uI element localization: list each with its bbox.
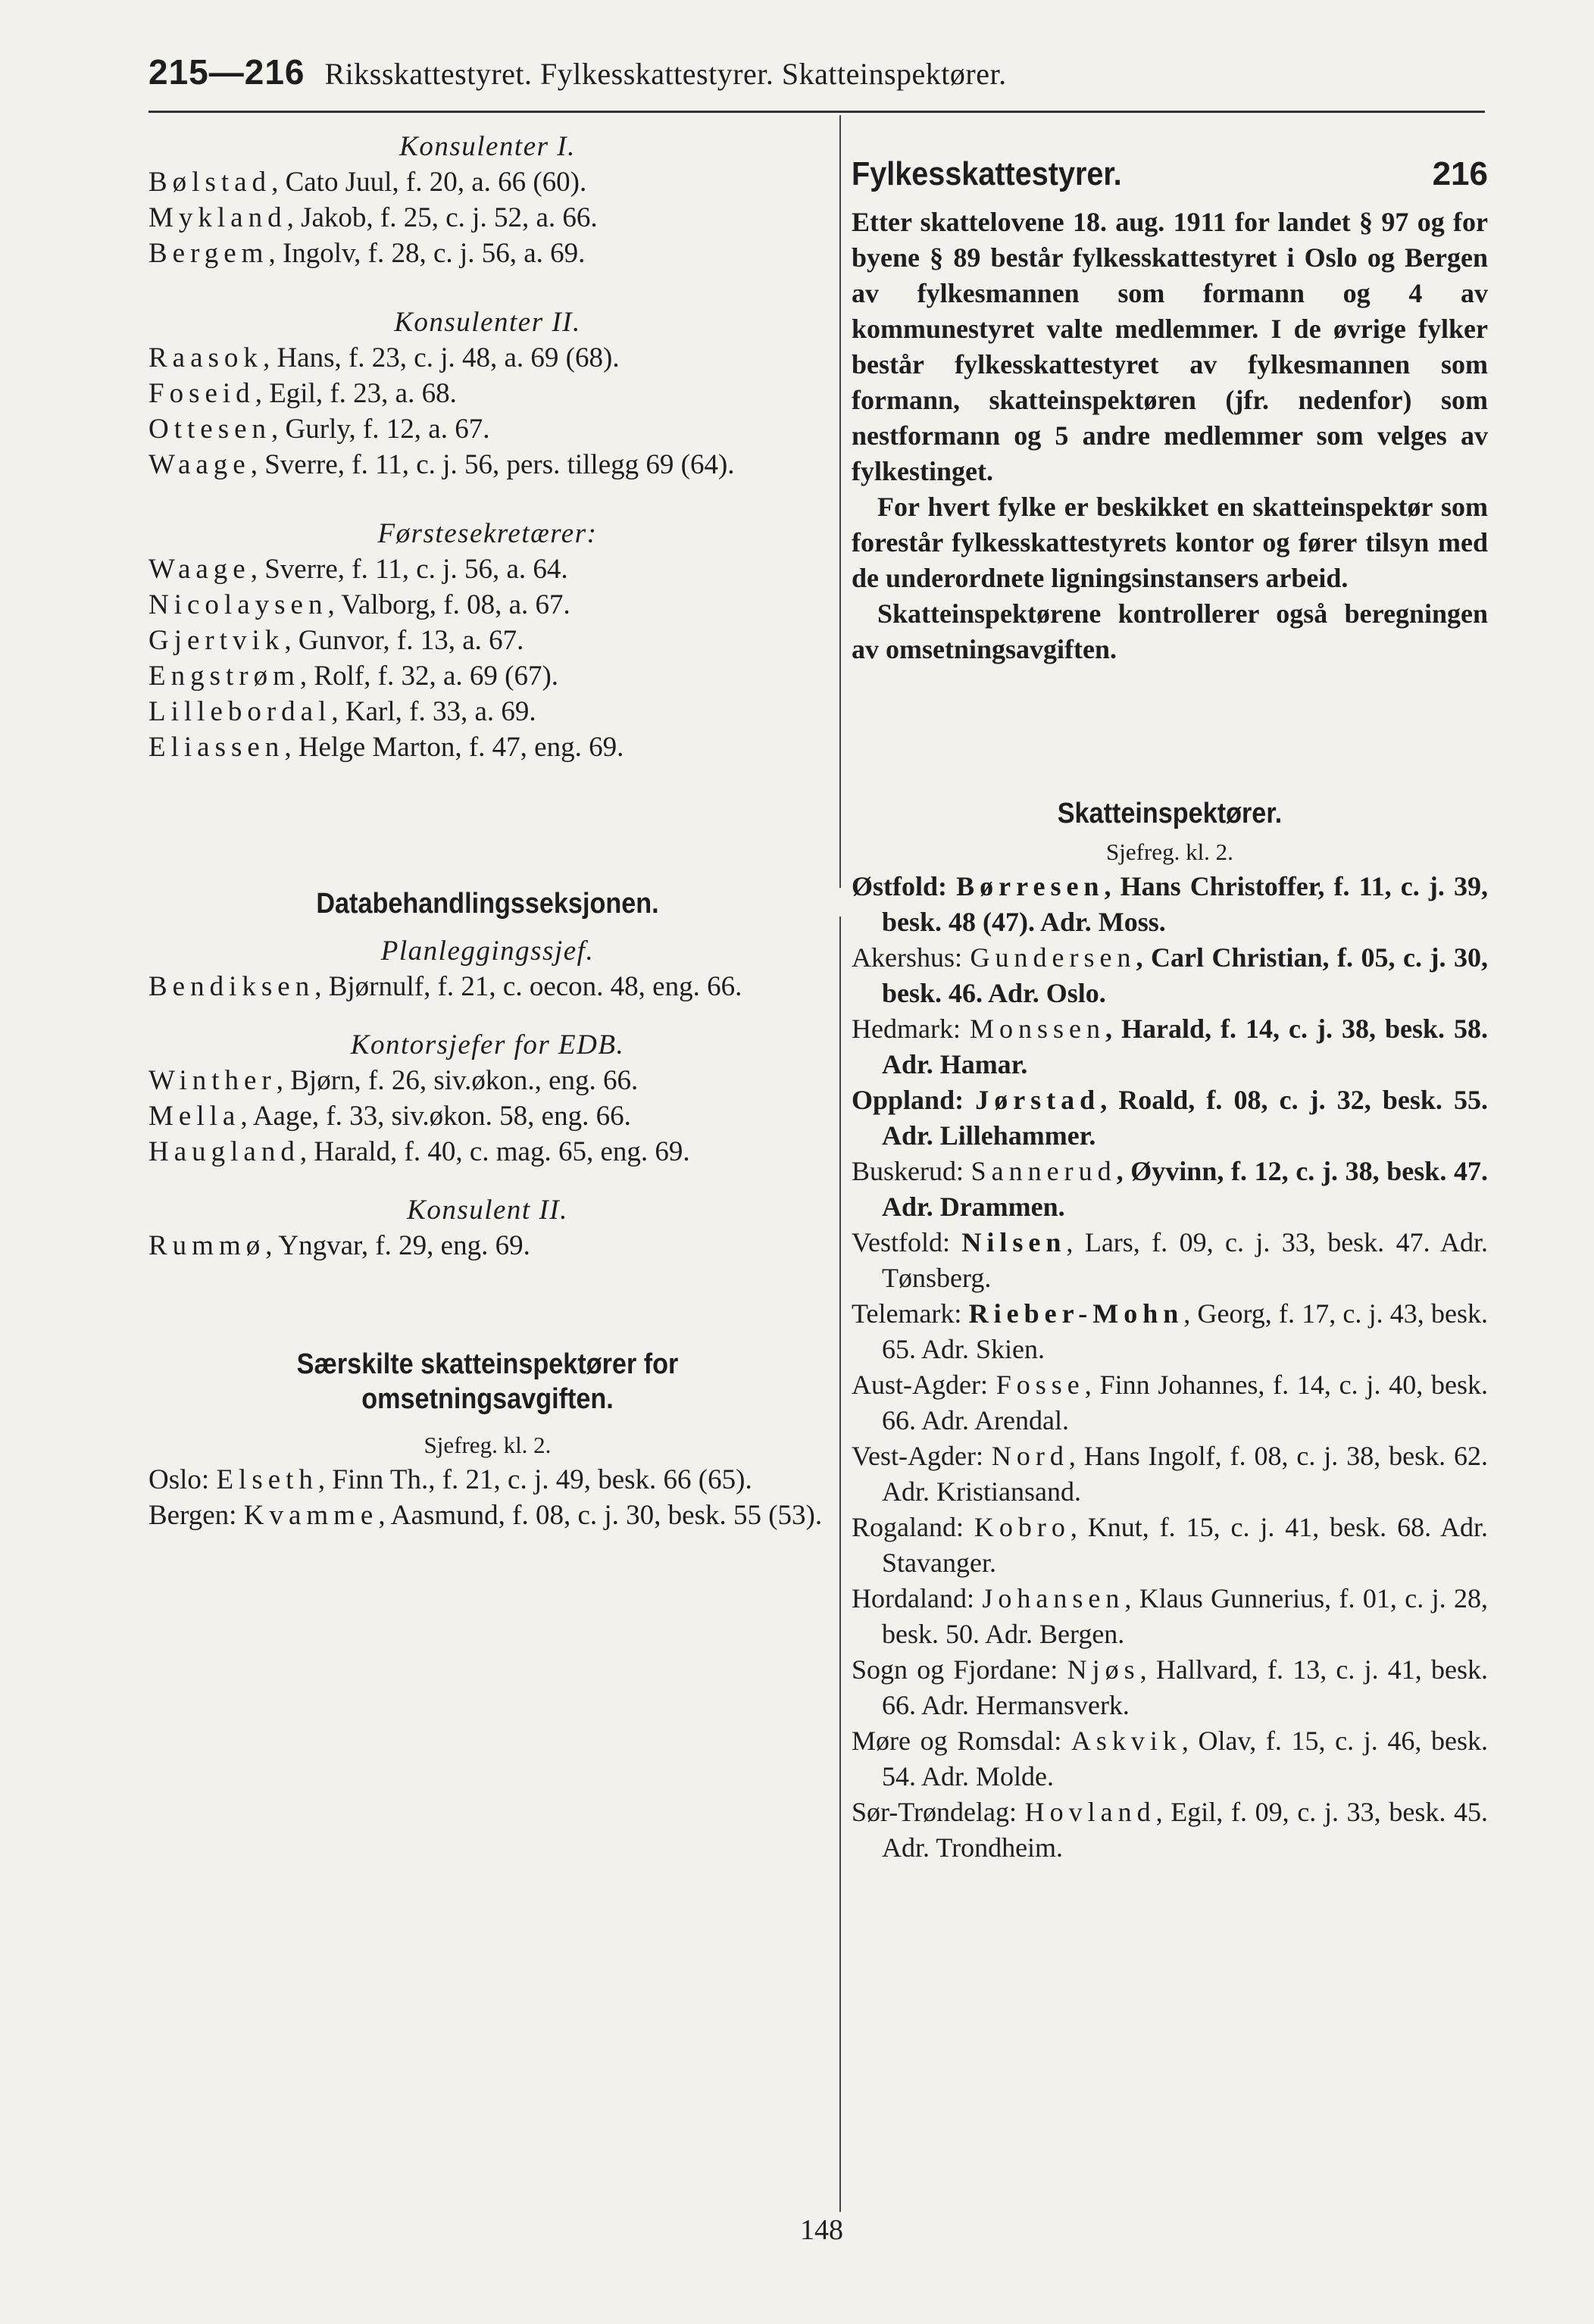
list-item: Østfold: Børresen, Hans Christoffer, f. 11, c. j. 39, besk. 48 (47). Adr. Moss. xyxy=(852,871,1488,937)
databehandling-title: Databehandlingsseksjonen. xyxy=(316,888,659,920)
list-item: Hordaland: Johansen, Klaus Gunnerius, f. 01, c. j. 28, besk. 50. Adr. Bergen. xyxy=(852,1583,1488,1649)
konsulenter-2-heading: Konsulenter II. xyxy=(394,307,581,338)
list-item: Bergem, Ingolv, f. 28, c. j. 56, a. 69. xyxy=(148,238,586,269)
left-column xyxy=(148,129,827,1533)
list-item: Møre og Romsdal: Askvik, Olav, f. 15, c. j. 46, besk. 54. Adr. Molde. xyxy=(852,1726,1488,1791)
saerskilte-subheading: Sjefreg. kl. 2. xyxy=(424,1432,552,1458)
list-item: Oslo: Elseth, Finn Th., f. 21, c. j. 49, besk. 66 (65). xyxy=(148,1464,752,1495)
list-item: Hedmark: Monssen, Harald, f. 14, c. j. 38, besk. 58. Adr. Hamar. xyxy=(852,1014,1488,1079)
fylkesskattestyrer-title-row xyxy=(852,151,1488,197)
forstesekretaerer-heading: Førstesekretærer: xyxy=(377,518,598,549)
list-item: Waage, Sverre, f. 11, c. j. 56, pers. tillegg 69 (64). xyxy=(148,449,735,480)
paragraph: Skatteinspektørene kontrollerer også beregningen av omsetningsavgiften. xyxy=(852,598,1488,664)
saerskilte-list xyxy=(148,1462,827,1533)
list-item: Bølstad, Cato Juul, f. 20, a. 66 (60). xyxy=(148,167,587,198)
list-item: Mella, Aage, f. 33, siv.økon. 58, eng. 66. xyxy=(148,1101,631,1132)
list-item: Rummø, Yngvar, f. 29, eng. 69. xyxy=(148,1230,530,1261)
konsulenter-1-list xyxy=(148,164,827,271)
list-item: Winther, Bjørn, f. 26, siv.økon., eng. 66. xyxy=(148,1065,639,1096)
list-item: Mykland, Jakob, f. 25, c. j. 52, a. 66. xyxy=(148,202,598,233)
skatteinspektorer-title: Skatteinspektører. xyxy=(1057,798,1283,829)
forstesekretaerer-list xyxy=(148,551,827,765)
konsulenter-2-list xyxy=(148,340,827,483)
page-number: 148 xyxy=(800,2214,843,2246)
skatteinspektorer-subheading: Sjefreg. kl. 2. xyxy=(1106,839,1233,865)
right-column xyxy=(852,151,1488,1866)
section-number: 216 xyxy=(1432,155,1488,192)
list-item: Bergen: Kvamme, Aasmund, f. 08, c. j. 30, besk. 55 (53). xyxy=(148,1500,823,1531)
header-page-numbers: 215—216 xyxy=(148,52,305,92)
saerskilte-title: Særskilte skatteinspektører for omsetningsavgiften. xyxy=(296,1348,679,1415)
konsulenter-1-heading: Konsulenter I. xyxy=(399,131,576,162)
column-divider-bottom xyxy=(839,917,841,2212)
paragraph: Etter skattelovene 18. aug. 1911 for landet § 97 og for byene § 89 består fylkesskattestyret i Oslo og Bergen av fylkesmannen som formann og 4 av kommunestyret valte medlemmer. I de øvrige fylker består fylkesskattestyret av fylkesmannen som formann, skatteinspektøren (jfr. nedenfor) som nestformann og 5 andre medlemmer som velges av fylkestinget. xyxy=(852,207,1488,486)
list-item: Vest-Agder: Nord, Hans Ingolf, f. 08, c. j. 38, besk. 62. Adr. Kristiansand. xyxy=(852,1441,1489,1507)
list-item: Sogn og Fjordane: Njøs, Hallvard, f. 13, c. j. 41, besk. 66. Adr. Hermansverk. xyxy=(852,1654,1488,1720)
skatteinspektorer-list xyxy=(852,869,1488,1866)
list-item: Sør-Trøndelag: Hovland, Egil, f. 09, c. j. 33, besk. 45. Adr. Trondheim. xyxy=(852,1797,1489,1863)
fylkesskattestyrer-title: Fylkesskattestyrer. xyxy=(852,155,1122,192)
column-divider-top xyxy=(839,115,841,888)
konsulent-2-heading: Konsulent II. xyxy=(407,1195,568,1226)
list-item: Eliassen, Helge Marton, f. 47, eng. 69. xyxy=(148,732,624,763)
list-item: Foseid, Egil, f. 23, a. 68. xyxy=(148,378,457,409)
list-item: Ottesen, Gurly, f. 12, a. 67. xyxy=(148,414,490,445)
list-item: Bendiksen, Bjørnulf, f. 21, c. oecon. 48, eng. 66. xyxy=(148,971,742,1002)
list-item: Akershus: Gundersen, Carl Christian, f. 05, c. j. 30, besk. 46. Adr. Oslo. xyxy=(852,942,1488,1008)
list-item: Raasok, Hans, f. 23, c. j. 48, a. 69 (68). xyxy=(148,342,620,373)
list-item: Vestfold: Nilsen, Lars, f. 09, c. j. 33, besk. 47. Adr. Tønsberg. xyxy=(852,1227,1489,1293)
kontorsjefer-heading: Kontorsjefer for EDB. xyxy=(350,1029,625,1060)
list-item: Gjertvik, Gunvor, f. 13, a. 67. xyxy=(148,625,524,656)
header-rule xyxy=(148,111,1485,113)
list-item: Lillebordal, Karl, f. 33, a. 69. xyxy=(148,696,536,727)
list-item: Engstrøm, Rolf, f. 32, a. 69 (67). xyxy=(148,661,559,692)
planlegging-heading: Planleggingssjef. xyxy=(380,936,595,967)
page-header xyxy=(148,52,1482,97)
list-item: Haugland, Harald, f. 40, c. mag. 65, eng. 69. xyxy=(148,1136,690,1167)
list-item: Nicolaysen, Valborg, f. 08, a. 67. xyxy=(148,589,570,620)
kontorsjefer-list xyxy=(148,1063,827,1170)
list-item: Telemark: Rieber-Mohn, Georg, f. 17, c. j. 43, besk. 65. Adr. Skien. xyxy=(852,1298,1488,1364)
list-item: Aust-Agder: Fosse, Finn Johannes, f. 14, c. j. 40, besk. 66. Adr. Arendal. xyxy=(852,1370,1488,1435)
paragraph: For hvert fylke er beskikket en skatteinspektør som forestår fylkesskattestyrets kontor og fører tilsyn med de underordnete ligningsinstansers arbeid. xyxy=(852,492,1488,593)
list-item: Buskerud: Sannerud, Øyvinn, f. 12, c. j. 38, besk. 47. Adr. Drammen. xyxy=(852,1156,1488,1222)
list-item: Rogaland: Kobro, Knut, f. 15, c. j. 41, besk. 68. Adr. Stavanger. xyxy=(852,1512,1488,1578)
list-item: Waage, Sverre, f. 11, c. j. 56, a. 64. xyxy=(148,554,568,585)
list-item: Oppland: Jørstad, Roald, f. 08, c. j. 32, besk. 55. Adr. Lillehammer. xyxy=(852,1085,1489,1151)
header-title: Riksskattestyret. Fylkesskattestyrer. Skatteinspektører. xyxy=(324,57,1007,91)
